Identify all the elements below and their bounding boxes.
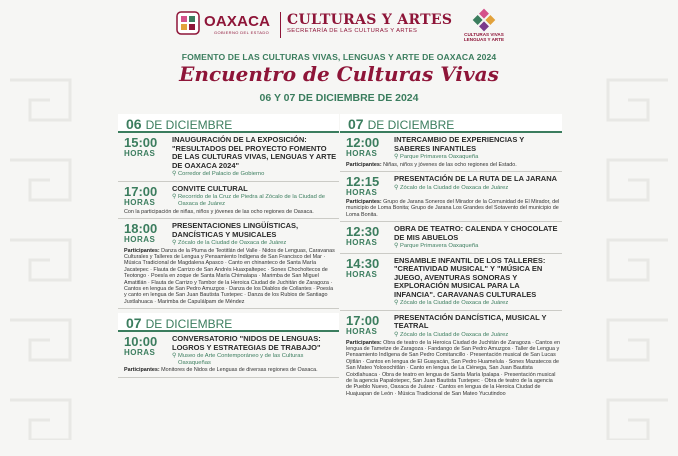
location-pin-icon: ⚲	[172, 353, 177, 360]
day-header-06	[118, 114, 339, 133]
event-location	[172, 353, 337, 366]
event-time: 12:00	[346, 135, 380, 150]
details-text: Grupo de Jarana Soneros del Mirador de la Comunidad de El Mirador, del municipio de Loma Bonita; Grupo de Jarana Los Grandes del Sotavento del municipio de Loma Bonita.	[346, 199, 560, 218]
oaxaca-subtitle: GOBIERNO DEL ESTADO	[214, 30, 270, 35]
event-time: 12:30	[346, 224, 380, 240]
details-label: Participantes:	[346, 339, 382, 346]
event-details	[124, 367, 337, 373]
location-pin-icon: ⚲	[172, 171, 177, 177]
event-item	[118, 219, 339, 309]
event-time: 10:00	[124, 334, 158, 350]
event-details: Con la participación de niñas, niños y jóvenes de las ocho regiones de Oaxaca.	[124, 208, 314, 215]
event-location-text: Zócalo de la Ciudad de Oaxaca de Juárez	[400, 331, 509, 338]
details-text: Monitores de Nidos de Lenguas de diversas regiones de Oaxaca.	[161, 367, 318, 374]
event-details	[346, 199, 560, 218]
event-item	[340, 133, 562, 172]
event-item	[340, 311, 562, 400]
location-pin-icon: ⚲	[394, 300, 399, 307]
culturas-vivas-logo-text: CULTURAS VIVAS LENGUAS Y ARTE	[463, 32, 505, 42]
location-pin-icon: ⚲	[394, 154, 399, 160]
event-location-text: Corredor del Palacio de Gobierno	[178, 171, 265, 177]
event-time-unit: HORAS	[346, 269, 378, 279]
day-header-07	[340, 114, 562, 133]
oaxaca-wordmark: OAXACA	[204, 13, 271, 30]
day-number: 07	[126, 315, 142, 332]
location-pin-icon: ⚲	[394, 243, 399, 250]
event-time: 12:15	[346, 174, 380, 189]
culturas-vivas-logo-icon	[472, 8, 496, 32]
event-title: CONVERSATORIO "NIDOS DE LENGUAS: LOGROS Y ESTRATEGIAS DE TRABAJO"	[172, 334, 321, 352]
event-title: CONVITE CULTURAL	[172, 183, 248, 193]
event-location	[172, 240, 337, 247]
event-title: PRESENTACIONES LINGÜÍSTICAS, DANCÍSTICAS Y MUSICALES	[172, 221, 299, 239]
right-pattern-decoration	[568, 60, 678, 440]
event-item	[118, 182, 339, 219]
oaxaca-logo-icon	[176, 11, 200, 35]
event-title: PRESENTACIÓN DANCÍSTICA, MUSICAL Y TEATRAL	[394, 312, 547, 331]
event-location-text: Zócalo de la Ciudad de Oaxaca de Juárez	[178, 240, 287, 246]
event-details	[346, 162, 560, 168]
event-dates: 06 Y 07 DE DICIEMBRE DE 2024	[259, 92, 419, 104]
event-location-text: Parque Primavera Oaxaqueña	[400, 243, 479, 250]
event-location-text: Parque Primavera Oaxaqueña	[400, 154, 479, 160]
location-pin-icon: ⚲	[394, 184, 399, 191]
details-label: Participantes:	[124, 247, 160, 254]
event-location-text: Zócalo de la Ciudad de Oaxaca de Juárez	[400, 184, 509, 191]
culturas-wordmark: CULTURAS Y ARTES	[287, 12, 453, 28]
details-label: Participantes:	[346, 199, 382, 205]
day-number: 07	[348, 116, 364, 132]
event-location	[394, 154, 560, 161]
details-text: Niñas, niños y jóvenes de las ocho regiones del Estado.	[383, 161, 517, 168]
event-time-unit: HORAS	[346, 326, 378, 336]
location-pin-icon: ⚲	[394, 331, 399, 338]
event-time-unit: HORAS	[346, 149, 378, 158]
details-text: Obra de teatro de la Heroica Ciudad de Juchitán de Zaragoza · Cantos en lengua de Tametze de Zaragoza · Fandango de San Pedro Amuzgos · Taller de Lengua y Pensamiento Indígena de San Pedro Comitancillo · Presentación musical de San Lucas Ojitlán · Cantos en lengua de El Guayacán, San Pedro Huamelula · Sones Mazatecos de San Mateo Yoloxochitlán · Canto en lengua de La Ciénega, San Juan Bautista Coixtlahuaca · Obra de teatro en lengua de Santa María Ipalapa · Presentación musical de la agencia Papalotepec, San Juan Bautista Tuxtepec · Obra de teatro de la agencia de Pueblo Nuevo, Oaxaca de Juárez · Cantos en lengua de la Heroica Ciudad de Huajuapan de León · Música Tradicional de San Mateo Yucutindoo	[346, 339, 560, 397]
header-divider	[280, 12, 281, 38]
event-time-unit: HORAS	[124, 348, 156, 358]
day-month: DE DICIEMBRE	[367, 118, 455, 132]
event-time-unit: HORAS	[346, 238, 378, 248]
event-item	[118, 133, 339, 182]
details-label: Participantes:	[346, 161, 382, 168]
event-time: 15:00	[124, 135, 158, 150]
culturas-subtitle: SECRETARÍA DE LAS CULTURAS Y ARTES	[287, 28, 418, 34]
day-month: DE DICIEMBRE	[145, 118, 233, 132]
event-time-unit: HORAS	[124, 149, 156, 158]
event-item	[340, 172, 562, 222]
event-location	[394, 243, 560, 250]
event-location	[172, 171, 337, 178]
event-title: ENSAMBLE INFANTIL DE LOS TALLERES: "CREATIVIDAD MUSICAL" Y "MÚSICA EN JUEGO, AVENTURAS SONORAS Y EXPLORACIÓN MUSICAL PARA LA INFANCIA". CARAVANAS CULTURALES	[394, 255, 546, 299]
location-pin-icon: ⚲	[172, 240, 177, 246]
day-number: 06	[126, 116, 142, 132]
event-time: 14:30	[346, 255, 380, 271]
event-title: Encuentro de Culturas Vivas	[179, 62, 499, 86]
event-time: 17:00	[346, 312, 380, 328]
event-item	[340, 254, 562, 311]
day-header-07	[118, 313, 339, 332]
location-pin-icon: ⚲	[172, 194, 177, 201]
event-location	[172, 194, 337, 207]
event-details	[124, 248, 337, 306]
event-location	[394, 332, 560, 339]
event-time: 18:00	[124, 221, 158, 236]
event-time-unit: HORAS	[346, 188, 378, 197]
event-title: OBRA DE TEATRO: CALENDA Y CHOCOLATE DE MIS ABUELOS	[394, 224, 558, 242]
left-column	[118, 114, 339, 378]
event-location-text: Recorrido de la Cruz de Piedra al Zócalo de la Ciudad de Oaxaca de Juárez	[178, 194, 325, 207]
event-title: PRESENTACIÓN DE LA RUTA DE LA JARANA	[394, 174, 558, 183]
event-location	[394, 185, 560, 192]
event-location-text: Zócalo de la Ciudad de Oaxaca de Juárez	[400, 300, 509, 307]
right-column	[340, 114, 562, 400]
event-item	[118, 332, 339, 378]
event-location	[394, 300, 560, 307]
event-time-unit: HORAS	[124, 235, 156, 244]
details-label: Participantes:	[124, 367, 160, 374]
event-item	[340, 222, 562, 254]
event-location-text: Museo de Arte Contemporáneo y de las Culturas Oaxaqueñas	[178, 353, 304, 366]
event-title: INAUGURACIÓN DE LA EXPOSICIÓN: "RESULTADOS DEL PROYECTO FOMENTO DE LAS CULTURAS VIVAS, LENGUAS Y ARTE DE OAXACA 2024"	[172, 135, 337, 170]
event-time: 17:00	[124, 183, 158, 199]
event-title: INTERCAMBIO DE EXPERIENCIAS Y SABERES INFANTILES	[394, 135, 525, 153]
details-text: Danza de la Pluma de Teotitlán del Valle · Nidos de Lenguas, Caravanas Culturales y Talleres de Lengua y Pensamiento Indígena de San Francisco del Mar · Música Tradicional de Magdalena Apasco · Canto en chinanteco de Santa María Jacatepec · Flauta de Carrizo de San Andrés Huaxpaltepec · Sones Chocholtecos de Teotongo · Poesía en zoque de Santa María Chimalapa · Marimba de San Miguel Amatitlán · Flauta de Carrizo y Tambor de la Heroica Ciudad de Juchitán de Zaragoza · Cantos en lengua de San Pedro Amuzgos · Danza de los Diablos de Collantes · Poesía y canto en lengua de San Juan Bautista Tuxtepec · Danza de los Rubios de Santiago Juxtlahuaca · Marimba de Capulálpam de Méndez	[124, 247, 335, 305]
day-month: DE DICIEMBRE	[145, 317, 233, 332]
event-time-unit: HORAS	[124, 197, 156, 207]
left-pattern-decoration	[0, 60, 110, 440]
event-details	[346, 340, 560, 398]
event-supertitle: FOMENTO DE LAS CULTURAS VIVAS, LENGUAS Y ARTE DE OAXACA 2024	[181, 52, 497, 62]
